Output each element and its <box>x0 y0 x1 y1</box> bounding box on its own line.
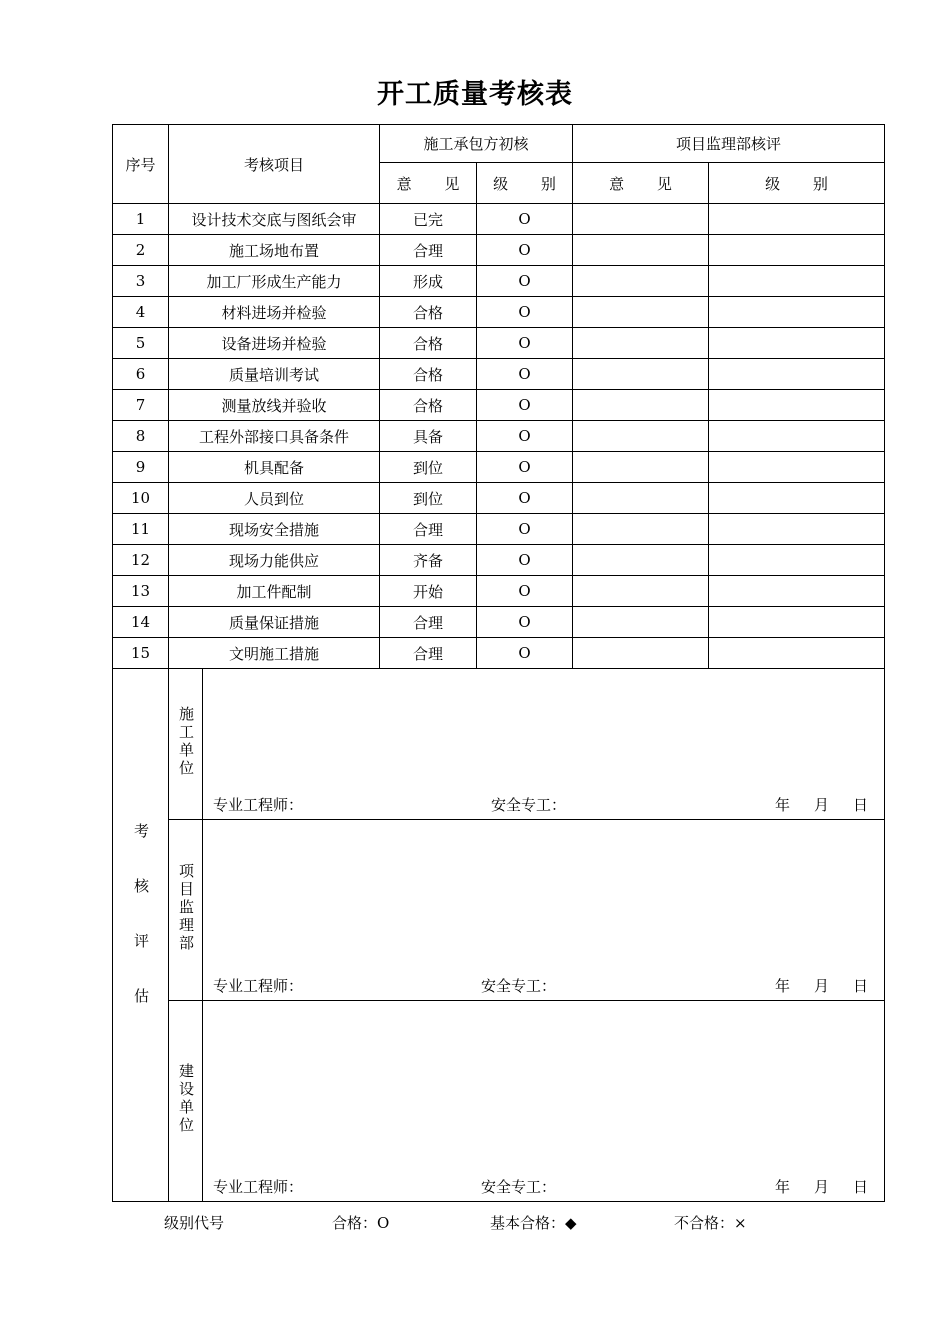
unit-name-cell <box>169 820 203 1001</box>
table-row <box>113 638 885 669</box>
row-supervisor-grade[interactable] <box>709 204 885 235</box>
evaluation-row <box>113 820 885 1001</box>
row-contractor-grade: O <box>477 266 573 297</box>
row-item: 设备进场并检验 <box>169 328 380 359</box>
row-contractor-opinion: 到位 <box>380 452 477 483</box>
row-number: 12 <box>113 545 169 576</box>
row-supervisor-opinion[interactable] <box>573 576 709 607</box>
row-number: 15 <box>113 638 169 669</box>
row-contractor-opinion: 到位 <box>380 483 477 514</box>
row-item: 现场安全措施 <box>169 514 380 545</box>
unit-name-cell <box>169 669 203 820</box>
row-contractor-grade: O <box>477 204 573 235</box>
table-row <box>113 483 885 514</box>
row-supervisor-grade[interactable] <box>709 483 885 514</box>
row-contractor-grade: O <box>477 576 573 607</box>
row-contractor-opinion: 合格 <box>380 328 477 359</box>
safety-label: 安全专工： <box>491 796 567 814</box>
row-supervisor-grade[interactable] <box>709 390 885 421</box>
row-item: 现场力能供应 <box>169 545 380 576</box>
row-supervisor-opinion[interactable] <box>573 359 709 390</box>
row-supervisor-opinion[interactable] <box>573 421 709 452</box>
assessment-table <box>112 124 885 1202</box>
unit-name: 建设单位 <box>177 1063 195 1135</box>
unit-name-cell <box>169 1001 203 1202</box>
day-label: 日 <box>853 1178 869 1196</box>
row-supervisor-opinion[interactable] <box>573 297 709 328</box>
row-item: 文明施工措施 <box>169 638 380 669</box>
row-contractor-grade: O <box>477 452 573 483</box>
table-row <box>113 421 885 452</box>
year-label: 年 <box>775 977 791 995</box>
row-item: 人员到位 <box>169 483 380 514</box>
evaluation-label-text: 考核评估 <box>132 823 150 1043</box>
row-contractor-opinion: 开始 <box>380 576 477 607</box>
row-contractor-grade: O <box>477 328 573 359</box>
unit-signature-box[interactable] <box>203 669 885 820</box>
table-row <box>113 235 885 266</box>
row-contractor-opinion: 形成 <box>380 266 477 297</box>
legend-fail: 不合格：× <box>674 1214 747 1232</box>
row-number: 3 <box>113 266 169 297</box>
day-label: 日 <box>853 977 869 995</box>
table-row <box>113 576 885 607</box>
table-row <box>113 390 885 421</box>
row-number: 7 <box>113 390 169 421</box>
row-item: 工程外部接口具备条件 <box>169 421 380 452</box>
row-contractor-opinion: 合格 <box>380 390 477 421</box>
row-contractor-opinion: 具备 <box>380 421 477 452</box>
engineer-label: 专业工程师： <box>213 1178 304 1196</box>
signature-line <box>213 976 868 996</box>
month-label: 月 <box>814 796 830 814</box>
unit-name: 施工单位 <box>177 706 195 778</box>
row-supervisor-opinion[interactable] <box>573 328 709 359</box>
date-label <box>751 975 868 996</box>
row-contractor-grade: O <box>477 545 573 576</box>
row-contractor-opinion: 齐备 <box>380 545 477 576</box>
header-item: 考核项目 <box>169 125 380 204</box>
unit-signature-box[interactable] <box>203 1001 885 1202</box>
row-number: 14 <box>113 607 169 638</box>
row-number: 9 <box>113 452 169 483</box>
row-contractor-opinion: 合理 <box>380 607 477 638</box>
row-item: 质量保证措施 <box>169 607 380 638</box>
row-item: 施工场地布置 <box>169 235 380 266</box>
signature-line <box>213 795 868 815</box>
year-label: 年 <box>775 796 791 814</box>
table-row <box>113 204 885 235</box>
unit-name: 项目监理部 <box>177 863 195 953</box>
row-item: 机具配备 <box>169 452 380 483</box>
row-supervisor-grade[interactable] <box>709 514 885 545</box>
engineer-label: 专业工程师： <box>213 796 304 814</box>
safety-label: 安全专工： <box>481 1178 557 1196</box>
table-row <box>113 266 885 297</box>
row-contractor-opinion: 合理 <box>380 235 477 266</box>
row-number: 13 <box>113 576 169 607</box>
row-contractor-grade: O <box>477 421 573 452</box>
legend-pass: 合格：O <box>332 1214 390 1232</box>
row-contractor-opinion: 合理 <box>380 638 477 669</box>
unit-signature-box[interactable] <box>203 820 885 1001</box>
table-row <box>113 297 885 328</box>
year-label: 年 <box>775 1178 791 1196</box>
row-number: 11 <box>113 514 169 545</box>
row-supervisor-opinion[interactable] <box>573 235 709 266</box>
header-contractor-group: 施工承包方初核 <box>380 125 573 163</box>
row-supervisor-grade[interactable] <box>709 545 885 576</box>
header-row-1 <box>113 125 885 163</box>
header-opinion-supervisor: 意 见 <box>573 163 709 204</box>
row-supervisor-opinion[interactable] <box>573 266 709 297</box>
header-grade-supervisor: 级 别 <box>709 163 885 204</box>
row-supervisor-opinion[interactable] <box>573 204 709 235</box>
row-supervisor-opinion[interactable] <box>573 638 709 669</box>
evaluation-label <box>113 669 169 1202</box>
row-number: 10 <box>113 483 169 514</box>
row-contractor-grade: O <box>477 514 573 545</box>
row-number: 6 <box>113 359 169 390</box>
table-row <box>113 328 885 359</box>
evaluation-row <box>113 1001 885 1202</box>
row-supervisor-grade[interactable] <box>709 576 885 607</box>
header-supervisor-group: 项目监理部核评 <box>573 125 885 163</box>
evaluation-row <box>113 669 885 820</box>
row-item: 加工厂形成生产能力 <box>169 266 380 297</box>
row-supervisor-grade[interactable] <box>709 359 885 390</box>
grade-legend <box>164 1212 864 1234</box>
row-supervisor-grade[interactable] <box>709 266 885 297</box>
date-label <box>751 794 868 815</box>
row-contractor-grade: O <box>477 607 573 638</box>
row-contractor-grade: O <box>477 483 573 514</box>
row-supervisor-opinion[interactable] <box>573 390 709 421</box>
engineer-label: 专业工程师： <box>213 977 304 995</box>
day-label: 日 <box>853 796 869 814</box>
row-contractor-grade: O <box>477 235 573 266</box>
legend-basic: 基本合格：◆ <box>490 1214 577 1232</box>
month-label: 月 <box>814 977 830 995</box>
row-number: 1 <box>113 204 169 235</box>
row-contractor-grade: O <box>477 359 573 390</box>
row-item: 加工件配制 <box>169 576 380 607</box>
row-supervisor-opinion[interactable] <box>573 483 709 514</box>
row-supervisor-opinion[interactable] <box>573 452 709 483</box>
row-contractor-opinion: 已完 <box>380 204 477 235</box>
row-contractor-opinion: 合格 <box>380 297 477 328</box>
date-label <box>751 1176 868 1197</box>
row-item: 设计技术交底与图纸会审 <box>169 204 380 235</box>
month-label: 月 <box>814 1178 830 1196</box>
table-row <box>113 514 885 545</box>
page-title: 开工质量考核表 <box>377 79 573 110</box>
legend-code: 级别代号 <box>164 1214 225 1232</box>
row-supervisor-grade[interactable] <box>709 421 885 452</box>
safety-label: 安全专工： <box>481 977 557 995</box>
row-contractor-grade: O <box>477 638 573 669</box>
row-supervisor-grade[interactable] <box>709 235 885 266</box>
row-supervisor-grade[interactable] <box>709 607 885 638</box>
table-row <box>113 545 885 576</box>
row-item: 材料进场并检验 <box>169 297 380 328</box>
row-number: 2 <box>113 235 169 266</box>
row-item: 测量放线并验收 <box>169 390 380 421</box>
row-contractor-grade: O <box>477 297 573 328</box>
header-grade: 级 别 <box>477 163 573 204</box>
table-row <box>113 607 885 638</box>
row-supervisor-grade[interactable] <box>709 328 885 359</box>
row-number: 8 <box>113 421 169 452</box>
header-opinion: 意 见 <box>380 163 477 204</box>
row-supervisor-grade[interactable] <box>709 638 885 669</box>
row-contractor-opinion: 合格 <box>380 359 477 390</box>
row-supervisor-opinion[interactable] <box>573 514 709 545</box>
row-supervisor-opinion[interactable] <box>573 607 709 638</box>
row-contractor-opinion: 合理 <box>380 514 477 545</box>
signature-line <box>213 1177 868 1197</box>
table-row <box>113 452 885 483</box>
row-number: 5 <box>113 328 169 359</box>
row-supervisor-opinion[interactable] <box>573 545 709 576</box>
row-contractor-grade: O <box>477 390 573 421</box>
header-seq: 序号 <box>113 125 169 204</box>
row-number: 4 <box>113 297 169 328</box>
table-row <box>113 359 885 390</box>
row-supervisor-grade[interactable] <box>709 297 885 328</box>
row-supervisor-grade[interactable] <box>709 452 885 483</box>
row-item: 质量培训考试 <box>169 359 380 390</box>
